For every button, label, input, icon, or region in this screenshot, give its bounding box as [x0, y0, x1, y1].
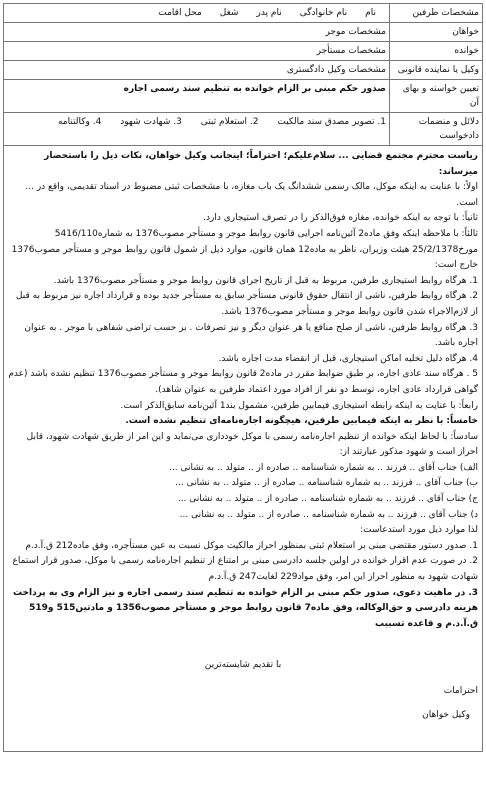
parties-columns	[4, 4, 390, 23]
evidence-list	[4, 113, 390, 146]
petition-form	[3, 3, 483, 752]
claim-label: تعیین خواسته و بهای آن	[390, 80, 483, 113]
salutation: ریاست محترم مجتمع قضایی ... سلام‌علیکم؛ احتراماً؛ اینجانب وکیل خواهان، نکات ذیل را باستحضار میرساند:	[44, 151, 478, 177]
paragraph-third: ثالثاً: با ملاحظه اینکه وفق ماده2 آئین‌نامه اجرایی قانون روابط موجر و مستأجر مصوب1376 به شماره5416/110	[54, 228, 478, 239]
request-item: 3. در ماهیت دعوی، صدور حکم مبنی بر الزام خوانده به تنظیم سند رسمی اجاره و نیز الزام وی به پرداخت هزینه دادرسی و حق‌الوکاله، وفق ماده7 قانون روابط موجر و مستأجر مصوب1356 و مادتین515 و519 ق.آ.د.م و قاعده تسبیب	[12, 587, 478, 629]
petition-body	[3, 146, 483, 752]
witness-item: ب) جناب آقای .. فرزند .. به شماره شناسنامه .. صادره از .. متولد .. به نشانی ...	[175, 478, 478, 489]
parties-label: مشخصات طرفین	[390, 4, 483, 23]
paragraph-fifth: خامساً: با نظر به اینکه فیمابین طرفین، هیچگونه اجاره‌نامه‌ای تنظیم نشده است.	[125, 416, 478, 427]
exclusion-item: 2. هرگاه روابط طرفین، ناشی از انتقال حقوق قانونی مستأجر سابق به مستأجر جدید بوده و قرارداد اجاره نیز مربوط به قبل از لازم‌الاجراء شدن قانون روابط موجر و مستأجر مصوب1376 باشد.	[15, 291, 478, 317]
closing-line: با تقدیم شایسته‌ترین	[204, 660, 282, 671]
col-job: شغل	[219, 8, 239, 18]
exclusion-item: 3. هرگاه روابط طرفین، ناشی از صلح منافع یا هر عنوان دیگر و نیز تصرفات . بر حسب تراضی شفاهی با موجر . به عنوان اجاره باشد.	[24, 322, 478, 349]
paragraph-second: ثانیاً: با توجه به اینکه خوانده، مغازه فوق‌الذکر را در تصرف استیجاری دارد.	[203, 213, 478, 224]
request-intro: لذا موارد ذیل مورد استدعاست:	[360, 525, 478, 536]
exclusion-item: 5 . هرگاه سند عادی اجاره، بر طبق ضوابط مقرر در ماده2 قانون روابط موجر و مستأجر مصوب1376 تنظیم نشده باشد (عدم گواهی قرارداد عادی اجاره، توسط دو نفر از افراد مورد اعتماد طرفین به عنوان شاهد).	[8, 369, 478, 395]
col-family: نام خانوادگی	[299, 8, 348, 18]
evidence-item: 2. استعلام ثبتی	[200, 117, 259, 127]
paragraph-sixth: سادساً: با لحاظ اینکه خوانده از تنظیم اجاره‌نامه رسمی با موکل خودداری می‌نماید و این امر از طریق شهادت شهود، قابل احراز است و شهود مذکور عبارتند از:	[26, 431, 478, 458]
paragraph-fourth: رابعاً: با عنایت به اینکه رابطه استیجاری فیمابین طرفین، مشمول بند1 آئین‌نامه سابق‌الذکر است.	[120, 400, 478, 411]
paragraph-first: اولاً: با عنایت به اینکه موکل، مالک رسمی ششدانگ یک باب مغازه، با مشخصات ثبتی مضبوط در اسناد تقدیمی، واقع در ... است.	[25, 182, 478, 208]
evidence-item: 1. تصویر مصدق سند مالکیت	[277, 117, 386, 127]
respect-line: احترامات	[443, 686, 478, 696]
evidence-label: دلائل و منضمات دادخواست	[390, 113, 483, 146]
lawyer-label: وکیل یا نماینده قانونی	[390, 61, 483, 80]
lawyer-value: مشخصات وکیل دادگستری	[4, 61, 390, 80]
claim-value: صدور حکم مبنی بر الزام خوانده به تنظیم سند رسمی اجاره	[4, 80, 390, 113]
defendant-value: مشخصات مستأجر	[4, 42, 390, 61]
witness-item: ج) جناب آقای .. فرزند .. به شماره شناسنامه .. صادره از .. متولد .. به نشانی ...	[177, 494, 478, 505]
plaintiff-label: خواهان	[390, 23, 483, 42]
witness-item: د) جناب آقای .. فرزند .. به شماره شناسنامه .. صادره از .. متولد .. به نشانی ...	[179, 509, 478, 520]
col-father: نام پدر	[256, 8, 282, 18]
col-name: نام	[365, 8, 376, 18]
col-residence: محل اقامت	[158, 8, 202, 18]
paragraph-third-cont: مورخ25/2/1378 هیئت وزیران، ناظر به ماده12 همان قانون، موارد ذیل از شمول قانون روابط موجر و مستأجر مصوب1376	[11, 244, 478, 255]
request-item: 2. در صورت عدم اقرار خوانده در اولین جلسه دادرسی مبنی بر امتناع از تنظیم اجاره‌نامه رسمی با موکل، صدور قرار استماع شهادت شهود به منظور احراز این امر، وفق مواد229 لغایت247 ق.آ.د.م	[12, 556, 478, 583]
exclusion-item: 1. هرگاه روابط استیجاری طرفین، مربوط به قبل از تاریخ اجرای قانون روابط موجر و مستأجر مصوب1376 باشد.	[53, 275, 478, 286]
witness-item: الف) جناب آقای .. فرزند .. به شماره شناسنامه .. صادره از .. متولد .. به نشانی ...	[169, 462, 478, 473]
defendant-label: خوانده	[390, 42, 483, 61]
signature-line: وکیل خواهان	[422, 709, 470, 720]
evidence-item: 4. وکالتنامه	[57, 117, 102, 127]
exclusion-item: 4. هرگاه دلیل تخلیه اماکن استیجاری، قبل از انقضاء مدت اجاره باشد.	[218, 353, 478, 364]
request-item: 1. صدور دستور مقتضی مبنی بر استعلام ثبتی بمنظور احراز مالکیت موکل نسبت به عین مستأجره، وفق ماده212 ق.آ.د.م	[25, 540, 478, 551]
evidence-item: 3. شهادت شهود	[120, 117, 182, 127]
paragraph-third-end: خارج است:	[434, 260, 478, 271]
plaintiff-value: مشخصات موجر	[4, 23, 390, 42]
petition-header-table	[3, 3, 483, 146]
